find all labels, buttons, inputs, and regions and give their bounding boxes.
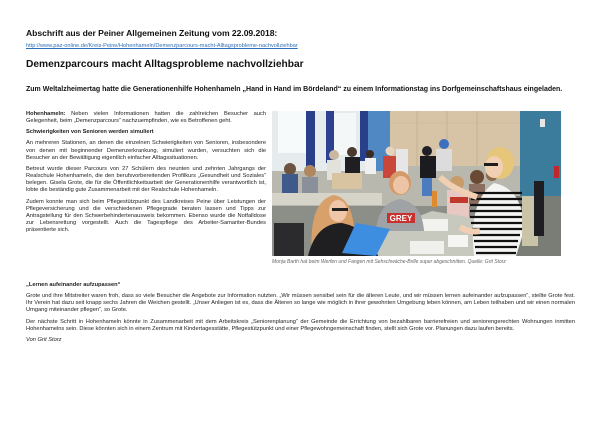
article-lead: Zum Weltalzheimertag hatte die Generationenhilfe Hohenhameln „Hand in Hand im Bördeland“ zu einem Informationstag ins Dorfgemeinschaftshaus eingeladen.	[26, 86, 563, 93]
source-link[interactable]: http://www.paz-online.de/Kreis-Peine/Hohenhameln/Demenzparcours-macht-Alltagsprobleme-nachvollziehbar	[26, 43, 298, 49]
hoodie-text: GREY	[389, 214, 413, 223]
fire-extinguisher	[554, 166, 559, 178]
cardboard-box	[332, 173, 362, 189]
photo-caption: Monja Barth hat beim Werfen und Fangen mit Sehschwäche-Brille super abgeschnitten. Quelle: Grit Storz	[272, 259, 506, 265]
full-width-section	[26, 282, 575, 349]
article-photo	[272, 111, 561, 256]
paragraph-5: Der nächste Schritt in Hohenhameln könnte in Zusammenarbeit mit dem Arbeitskreis „Seniorenplanung“ der Gemeinde die Errichtung von bezahlbaren barrierefreien und seniorengerechten Wohnungen inmitten Hohenhamelns sein. Diese könnten sich in einem Zentrum mit Kindertagesstätte, Pflegestützpunkt und einer Pflegewohngemeinschaft finden, stellt sich Grote vor. Planungen dazu laufen bereits.	[26, 318, 575, 332]
window-left	[278, 111, 306, 153]
intro-place: Hohenhameln:	[26, 111, 66, 117]
article-title: Demenzparcours macht Alltagsprobleme nachvollziehbar	[26, 59, 304, 70]
paragraph-4: Grote und ihre Mitstreiter waren froh, dass so viele Besucher die Angebote zur Information nutzten. „Wir müssen sensibel sein für die älteren Leute, und wir müssen lernen aufeinander aufzupassen“, stellte Grote fest. Ihr Verein hat dazu seit knapp sechs Jahren die Weichen gestellt. „Unser Anliegen ist es, dass die Älteren so lange wie möglich in ihrer gewohnten Umgebung leben können, am Leben teilhaben und wir einen normalen Umgang miteinander pflegen“, so Grote.	[26, 293, 575, 314]
paragraph-3: Zudem konnte man sich beim Pflegestützpunkt des Landkreises Peine über Leistungen der Pflegeversicherung und die verschiedenen Pflegegrade beraten lassen und Tipps zur Antragstellung für den Schwerbehindertenausweis bekommen. Ebenso wurde die Notfalldose zur Lebensrettung vorgestellt. Auch die Tagespflege des Arbeiter-Samariter-Bundes präsentierte sich.	[26, 198, 266, 233]
paragraph-2: Betreut wurde dieser Parcours von 27 Schülern des neunten und zehnten Jahrgangs der Realschule Hohenhameln, die den berufsvorbereitenden Profilkurs „Gesundheit und Soziales“ belegen. Gisela Grote, die für die Öffentlichkeitsarbeit der Generationenhilfe verantwortlich ist, lobte die beständig gute Zusammenarbeit mit der Realschule Hohenhameln.	[26, 165, 266, 194]
photo-image	[272, 111, 561, 256]
subheading-2: „Lernen aufeinander aufzupassen“	[26, 282, 121, 288]
intro-paragraph	[26, 111, 266, 125]
author-byline: Von Grit Storz	[26, 337, 62, 344]
curtain-1	[306, 111, 315, 169]
subheading-1: Schwierigkeiten von Senioren werden simuliert	[26, 129, 154, 136]
paragraph-1: An mehreren Stationen, an denen die einzelnen Schwierigkeiten von Senioren, insbesondere von denen mit beginnender Demenzerkrankung, simuliert wurden, versuchten sich die Besucher an der Bewältigung eigentlich einfacher Alltagssituationen.	[26, 140, 266, 161]
left-column	[26, 111, 266, 238]
source-heading: Abschrift aus der Peiner Allgemeinen Zeitung vom 22.09.2018:	[26, 28, 278, 38]
intro-text: Neben vielen Informationen hatten die zahlreichen Besucher auch Gelegenheit, beim „Demenzparcours“ nachzuempfinden, wie es Betroffenen geht.	[26, 111, 266, 125]
